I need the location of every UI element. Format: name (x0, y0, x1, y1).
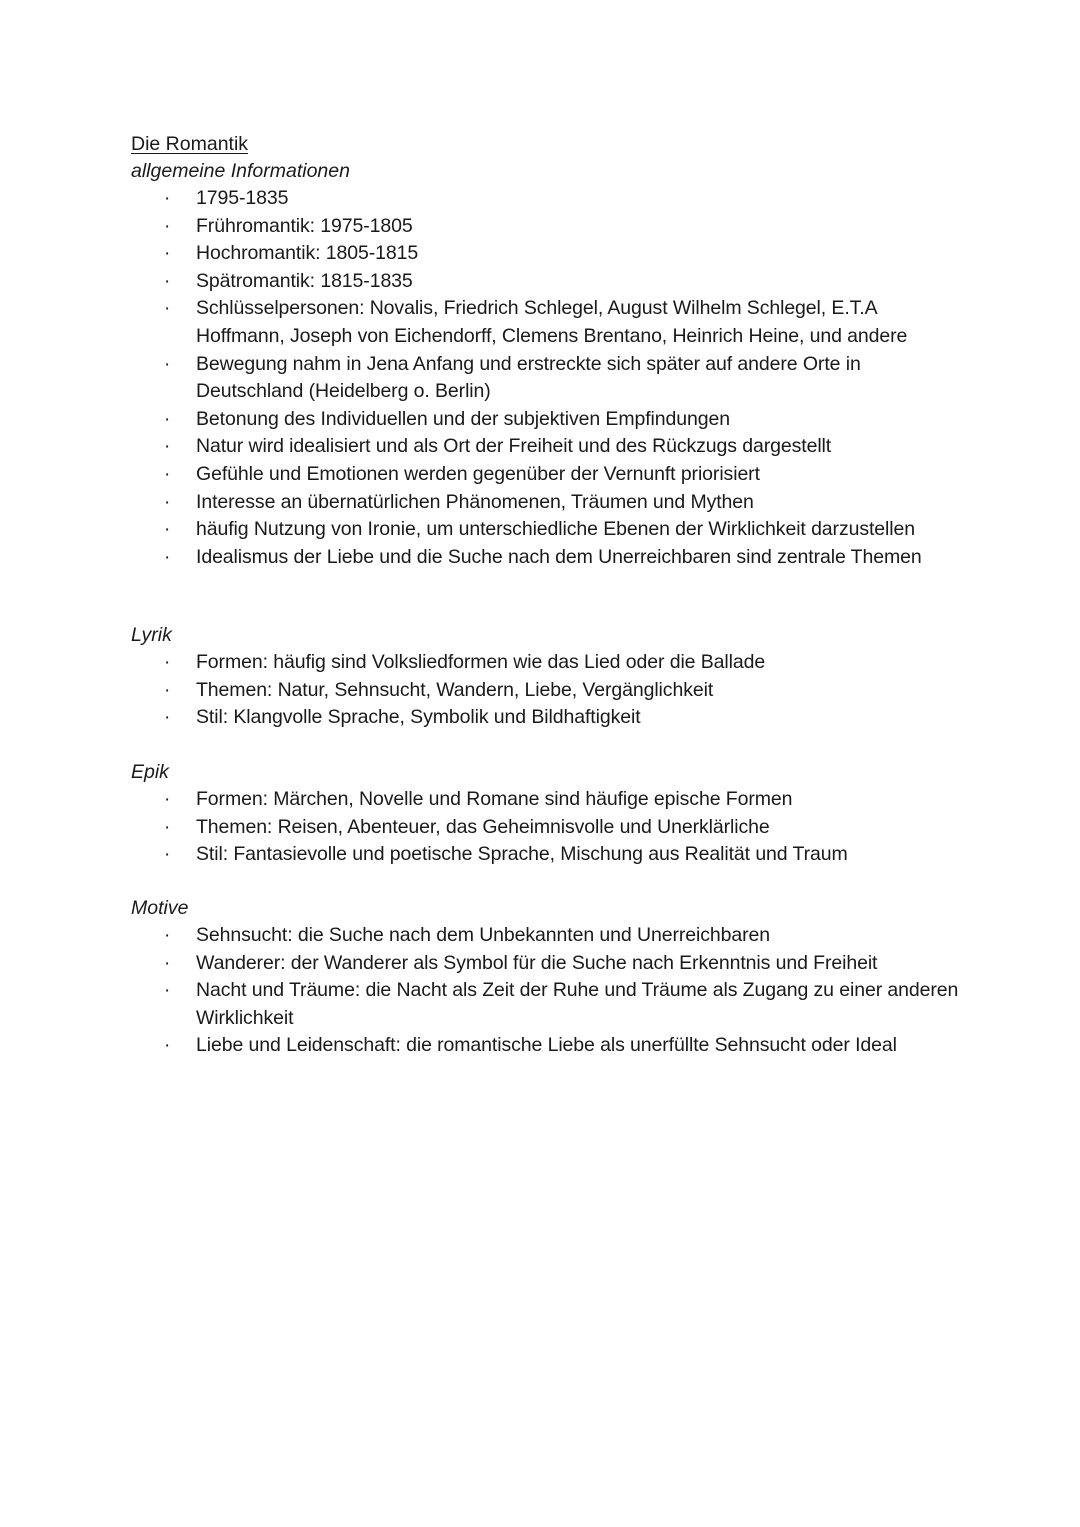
list-item-text: Interesse an übernatürlichen Phänomenen, Träumen und Mythen (196, 490, 754, 513)
section-motive (131, 895, 961, 1060)
bullet-icon: · (164, 408, 171, 430)
section-heading-general: allgemeine Informationen (131, 160, 350, 182)
bullet-icon: · (164, 463, 171, 485)
bullet-icon: · (164, 789, 171, 810)
list-item-text: Stil: Klangvolle Sprache, Symbolik und Bildhaftigkeit (196, 706, 641, 729)
list-item-text: Natur wird idealisiert und als Ort der Freiheit und des Rückzugs dargestellt (196, 435, 832, 458)
bullet-icon: · (164, 353, 171, 375)
list-item-text: Formen: Märchen, Novelle und Romane sind häufige epische Formen (196, 788, 793, 810)
list-item (131, 213, 961, 241)
list-item (131, 649, 961, 677)
bullet-icon: · (164, 679, 171, 701)
list-item-text: Themen: Reisen, Abenteuer, das Geheimnisvolle und Unerklärliche (196, 815, 770, 838)
section-heading-epik: Epik (131, 761, 169, 783)
bullet-icon: · (164, 707, 171, 729)
list-item-text: Schlüsselpersonen: Novalis, Friedrich Schlegel, August Wilhelm Schlegel, E.T.A Hoffmann, Joseph von Eichendorff, Clemens Brentano, Heinrich Heine, und andere (196, 297, 908, 347)
list-item-text: 1795-1835 (196, 187, 289, 209)
bullet-icon: · (164, 925, 171, 946)
list-item-text: Liebe und Leidenschaft: die romantische Liebe als unerfüllte Sehnsucht oder Ideal (196, 1034, 897, 1057)
list-item-text: Hochromantik: 1805-1815 (196, 242, 419, 265)
bullet-icon: · (164, 952, 171, 974)
bullet-icon: · (164, 1035, 171, 1057)
list-item (131, 950, 961, 978)
bullet-icon: · (164, 980, 171, 1002)
bullet-icon: · (164, 519, 171, 541)
list-item-text: Frühromantik: 1975-1805 (196, 214, 413, 237)
list-item (131, 922, 961, 950)
section-lyrik (131, 622, 961, 732)
bullet-icon: · (164, 243, 171, 265)
list-item (131, 295, 961, 350)
section-heading-motive: Motive (131, 897, 189, 919)
list-item-text: Spätromantik: 1815-1835 (196, 269, 413, 292)
list-item (131, 406, 961, 434)
list-item-text: Bewegung nahm in Jena Anfang und erstreckte sich später auf andere Orte in Deutschland (Heidelberg o. Berlin) (196, 352, 861, 403)
list-item-text: Idealismus der Liebe und die Suche nach dem Unerreichbaren sind zentrale Themen (196, 545, 922, 568)
bullet-icon: · (164, 546, 171, 568)
bullet-icon: · (164, 816, 171, 838)
list-item-text: Themen: Natur, Sehnsucht, Wandern, Liebe, Vergänglichkeit (196, 678, 714, 701)
list-item (131, 185, 961, 213)
list-item (131, 841, 961, 869)
bullet-icon: · (164, 270, 171, 292)
list-item (131, 786, 961, 814)
list-item (131, 433, 961, 461)
section-epik (131, 759, 961, 869)
list-item (131, 489, 961, 517)
list-item (131, 704, 961, 732)
bullet-icon: · (164, 188, 171, 209)
bullet-icon: · (164, 298, 171, 320)
list-item (131, 351, 961, 406)
bullet-icon: · (164, 436, 171, 458)
list-item-text: Formen: häufig sind Volksliedformen wie das Lied oder die Ballade (196, 651, 766, 673)
section-heading-lyrik: Lyrik (131, 624, 172, 646)
list-item (131, 1032, 961, 1060)
bullet-list-epik (131, 786, 961, 869)
list-item (131, 814, 961, 842)
list-item (131, 240, 961, 268)
list-item (131, 516, 961, 544)
list-item-text: Betonung des Individuellen und der subjektiven Empfindungen (196, 407, 730, 430)
bullet-list-lyrik (131, 649, 961, 732)
list-item (131, 977, 961, 1032)
list-item-text: Wanderer: der Wanderer als Symbol für die Suche nach Erkenntnis und Freiheit (196, 951, 878, 974)
bullet-icon: · (164, 844, 171, 866)
list-item-text: Stil: Fantasievolle und poetische Sprache, Mischung aus Realität und Traum (196, 843, 848, 866)
bullet-icon: · (164, 652, 171, 673)
list-item-text: Sehnsucht: die Suche nach dem Unbekannten und Unerreichbaren (196, 924, 770, 946)
list-item (131, 544, 961, 572)
bullet-icon: · (164, 215, 171, 237)
section-general (131, 131, 961, 571)
list-item-text: Gefühle und Emotionen werden gegenüber der Vernunft priorisiert (196, 462, 760, 485)
bullet-icon: · (164, 491, 171, 513)
list-item-text: häufig Nutzung von Ironie, um unterschiedliche Ebenen der Wirklichkeit darzustellen (196, 518, 916, 541)
list-item-text: Nacht und Träume: die Nacht als Zeit der Ruhe und Träume als Zugang zu einer anderen Wirklichkeit (196, 979, 959, 1029)
list-item (131, 677, 961, 705)
bullet-list-general (131, 185, 961, 571)
bullet-list-motive (131, 922, 961, 1060)
list-item (131, 461, 961, 489)
document-title: Die Romantik (131, 133, 249, 155)
list-item (131, 268, 961, 296)
